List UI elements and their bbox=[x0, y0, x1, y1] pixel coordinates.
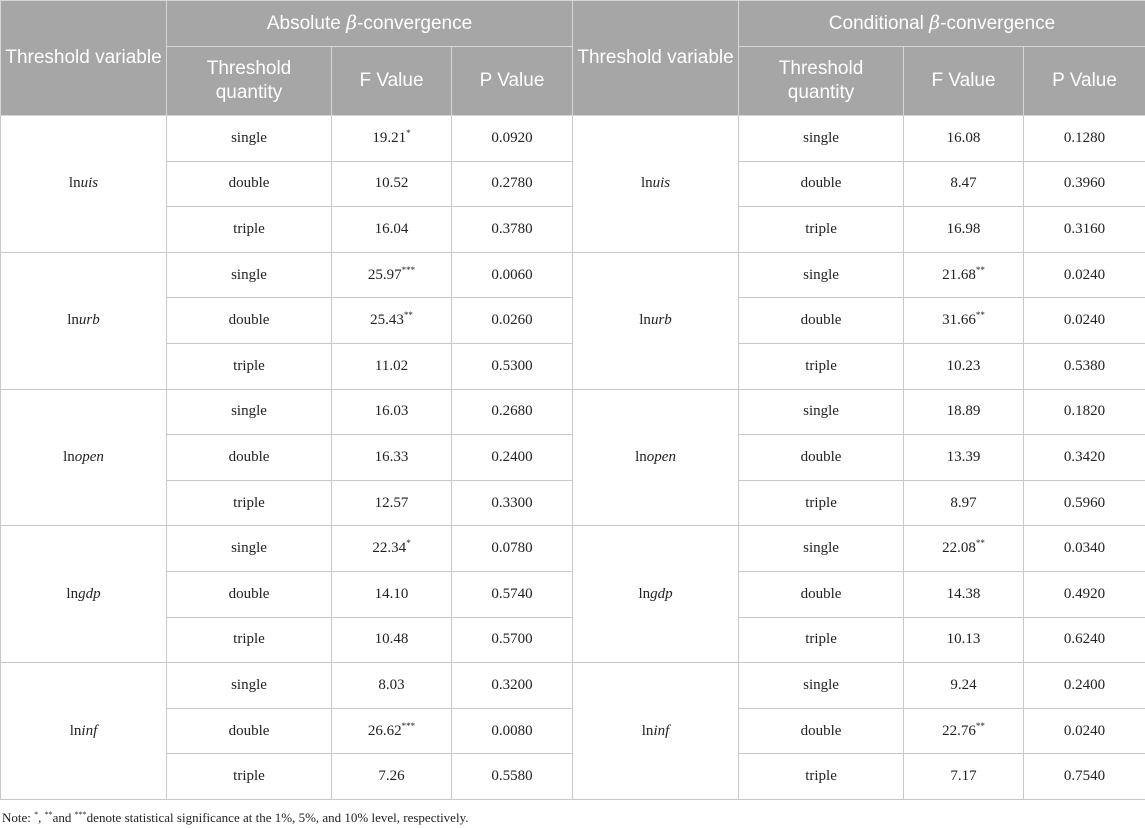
conditional-p-value-cell: 0.3960 bbox=[1024, 161, 1145, 207]
f-value-number: 9.24 bbox=[950, 676, 977, 693]
f-value-number: 12.57 bbox=[374, 494, 409, 511]
significance-stars: ** bbox=[975, 538, 985, 549]
threshold-quantity-cell: triple bbox=[167, 207, 332, 253]
table-row bbox=[1, 116, 1145, 162]
absolute-f-value-cell bbox=[332, 480, 452, 526]
threshold-quantity-cell: single bbox=[739, 526, 904, 572]
variable-prefix: ln bbox=[638, 585, 651, 602]
absolute-p-value-cell: 0.0080 bbox=[452, 708, 573, 754]
absolute-p-value-cell: 0.0780 bbox=[452, 526, 573, 572]
threshold-quantity-cell: triple bbox=[167, 480, 332, 526]
note-sep-2: and bbox=[52, 810, 75, 825]
variable-name: uis bbox=[652, 175, 671, 192]
f-value-number: 26.62 bbox=[367, 722, 402, 739]
absolute-p-value-cell: 0.2780 bbox=[452, 161, 573, 207]
note-sep-1: , bbox=[38, 810, 45, 825]
threshold-quantity-cell: single bbox=[167, 116, 332, 162]
threshold-variable-cell bbox=[1, 116, 167, 253]
absolute-suffix: -convergence bbox=[357, 13, 473, 34]
threshold-variable-cell bbox=[573, 663, 739, 800]
absolute-f-value-cell bbox=[332, 663, 452, 709]
variable-prefix: ln bbox=[639, 312, 651, 329]
significance-stars: * bbox=[406, 538, 411, 549]
threshold-quantity-cell: triple bbox=[739, 480, 904, 526]
conditional-f-value-cell bbox=[904, 116, 1024, 162]
variable-prefix: ln bbox=[67, 312, 79, 329]
absolute-f-value-cell bbox=[332, 754, 452, 800]
threshold-variable-cell bbox=[1, 252, 167, 389]
significance-stars: ** bbox=[403, 310, 413, 321]
threshold-variable-cell bbox=[573, 389, 739, 526]
threshold-quantity-cell: triple bbox=[167, 754, 332, 800]
absolute-f-value-cell bbox=[332, 526, 452, 572]
f-value-number: 10.48 bbox=[374, 631, 409, 648]
absolute-f-value-cell bbox=[332, 343, 452, 389]
conditional-p-value-cell: 0.0240 bbox=[1024, 252, 1145, 298]
conditional-f-value-cell bbox=[904, 343, 1024, 389]
table-row bbox=[1, 252, 1145, 298]
absolute-p-value-cell: 0.5300 bbox=[452, 343, 573, 389]
absolute-p-value-cell: 0.3780 bbox=[452, 207, 573, 253]
significance-stars: ** bbox=[975, 310, 985, 321]
f-value-number: 7.26 bbox=[378, 768, 405, 785]
header-conditional-convergence bbox=[739, 1, 1145, 47]
f-value-number: 22.34 bbox=[372, 540, 407, 557]
threshold-quantity-cell: double bbox=[739, 435, 904, 481]
threshold-quantity-cell: double bbox=[167, 298, 332, 344]
threshold-quantity-cell: single bbox=[739, 389, 904, 435]
beta-symbol: β bbox=[929, 12, 941, 34]
conditional-f-value-cell bbox=[904, 526, 1024, 572]
conditional-p-value-cell: 0.2400 bbox=[1024, 663, 1145, 709]
header-p-value: P Value bbox=[452, 47, 573, 116]
threshold-quantity-cell: single bbox=[739, 663, 904, 709]
f-value-number: 18.89 bbox=[946, 403, 981, 420]
table-row bbox=[1, 526, 1145, 572]
conditional-p-value-cell: 0.4920 bbox=[1024, 571, 1145, 617]
absolute-p-value-cell: 0.5740 bbox=[452, 571, 573, 617]
conditional-f-value-cell bbox=[904, 754, 1024, 800]
threshold-quantity-cell: single bbox=[739, 252, 904, 298]
conditional-f-value-cell bbox=[904, 435, 1024, 481]
f-value-number: 21.68 bbox=[942, 266, 976, 283]
threshold-quantity-cell: double bbox=[167, 708, 332, 754]
variable-name: gdp bbox=[650, 585, 673, 602]
conditional-suffix: -convergence bbox=[940, 13, 1056, 34]
absolute-f-value-cell bbox=[332, 207, 452, 253]
conditional-f-value-cell bbox=[904, 252, 1024, 298]
f-value-number: 25.43 bbox=[370, 312, 404, 329]
variable-name: open bbox=[74, 448, 104, 465]
absolute-f-value-cell bbox=[332, 708, 452, 754]
f-value-number: 14.38 bbox=[946, 585, 981, 602]
threshold-quantity-cell: triple bbox=[739, 207, 904, 253]
conditional-f-value-cell bbox=[904, 480, 1024, 526]
variable-name: urb bbox=[650, 312, 672, 329]
absolute-p-value-cell: 0.0920 bbox=[452, 116, 573, 162]
f-value-number: 16.04 bbox=[374, 220, 409, 237]
conditional-f-value-cell bbox=[904, 161, 1024, 207]
header-threshold-variable-right: Threshold variable bbox=[573, 1, 739, 116]
variable-name: uis bbox=[80, 175, 99, 192]
f-value-number: 8.03 bbox=[378, 676, 405, 693]
conditional-p-value-cell: 0.3160 bbox=[1024, 207, 1145, 253]
f-value-number: 10.23 bbox=[946, 357, 981, 374]
f-value-number: 31.66 bbox=[942, 312, 976, 329]
threshold-quantity-cell: triple bbox=[167, 343, 332, 389]
f-value-number: 14.10 bbox=[374, 585, 409, 602]
f-value-number: 19.21 bbox=[372, 129, 407, 146]
absolute-f-value-cell bbox=[332, 116, 452, 162]
threshold-quantity-cell: double bbox=[739, 708, 904, 754]
threshold-quantity-cell: single bbox=[739, 116, 904, 162]
significance-stars: ** bbox=[975, 264, 985, 275]
absolute-f-value-cell bbox=[332, 571, 452, 617]
threshold-variable-cell bbox=[573, 252, 739, 389]
threshold-quantity-cell: single bbox=[167, 252, 332, 298]
conditional-p-value-cell: 0.3420 bbox=[1024, 435, 1145, 481]
f-value-number: 11.02 bbox=[374, 357, 409, 374]
f-value-number: 25.97 bbox=[367, 266, 402, 283]
threshold-quantity-cell: double bbox=[167, 161, 332, 207]
variable-name: inf bbox=[81, 722, 98, 739]
f-value-number: 22.76 bbox=[942, 722, 976, 739]
conditional-p-value-cell: 0.0340 bbox=[1024, 526, 1145, 572]
threshold-quantity-cell: double bbox=[167, 435, 332, 481]
threshold-quantity-cell: double bbox=[739, 571, 904, 617]
variable-prefix: ln bbox=[66, 585, 79, 602]
conditional-f-value-cell bbox=[904, 571, 1024, 617]
absolute-p-value-cell: 0.5700 bbox=[452, 617, 573, 663]
absolute-f-value-cell bbox=[332, 389, 452, 435]
absolute-f-value-cell bbox=[332, 252, 452, 298]
absolute-p-value-cell: 0.0260 bbox=[452, 298, 573, 344]
conditional-f-value-cell bbox=[904, 617, 1024, 663]
conditional-f-value-cell bbox=[904, 663, 1024, 709]
threshold-quantity-cell: double bbox=[167, 571, 332, 617]
f-value-number: 16.08 bbox=[946, 129, 981, 146]
threshold-quantity-cell: triple bbox=[167, 617, 332, 663]
f-value-number: 10.13 bbox=[946, 631, 981, 648]
conditional-p-value-cell: 0.1280 bbox=[1024, 116, 1145, 162]
variable-prefix: ln bbox=[635, 448, 647, 465]
variable-prefix: ln bbox=[640, 175, 653, 192]
absolute-f-value-cell bbox=[332, 161, 452, 207]
significance-stars: * bbox=[406, 127, 411, 138]
header-p-value: P Value bbox=[1024, 47, 1145, 116]
absolute-p-value-cell: 0.3300 bbox=[452, 480, 573, 526]
conditional-p-value-cell: 0.1820 bbox=[1024, 389, 1145, 435]
conditional-p-value-cell: 0.5380 bbox=[1024, 343, 1145, 389]
significance-stars: ** bbox=[975, 720, 985, 731]
variable-prefix: ln bbox=[68, 175, 81, 192]
f-value-number: 16.03 bbox=[374, 403, 409, 420]
significance-stars: *** bbox=[401, 720, 416, 731]
f-value-number: 8.97 bbox=[950, 494, 977, 511]
absolute-f-value-cell bbox=[332, 617, 452, 663]
conditional-f-value-cell bbox=[904, 708, 1024, 754]
absolute-p-value-cell: 0.3200 bbox=[452, 663, 573, 709]
conditional-p-value-cell: 0.6240 bbox=[1024, 617, 1145, 663]
table-row bbox=[1, 663, 1145, 709]
absolute-p-value-cell: 0.2400 bbox=[452, 435, 573, 481]
significance-stars: *** bbox=[401, 264, 416, 275]
conditional-f-value-cell bbox=[904, 207, 1024, 253]
header-f-value: F Value bbox=[904, 47, 1024, 116]
threshold-variable-cell bbox=[1, 663, 167, 800]
threshold-variable-cell bbox=[573, 526, 739, 663]
f-value-number: 22.08 bbox=[942, 540, 976, 557]
f-value-number: 8.47 bbox=[950, 175, 977, 192]
absolute-f-value-cell bbox=[332, 298, 452, 344]
header-threshold-variable-left: Threshold variable bbox=[1, 1, 167, 116]
note-star-3: *** bbox=[74, 810, 87, 819]
conditional-p-value-cell: 0.5960 bbox=[1024, 480, 1145, 526]
conditional-f-value-cell bbox=[904, 298, 1024, 344]
variable-prefix: ln bbox=[641, 722, 654, 739]
threshold-quantity-cell: single bbox=[167, 663, 332, 709]
threshold-quantity-cell: double bbox=[739, 298, 904, 344]
threshold-quantity-cell: single bbox=[167, 389, 332, 435]
header-f-value: F Value bbox=[332, 47, 452, 116]
absolute-p-value-cell: 0.5580 bbox=[452, 754, 573, 800]
threshold-variable-cell bbox=[1, 389, 167, 526]
header-row-top bbox=[1, 1, 1145, 47]
variable-name: urb bbox=[78, 312, 100, 329]
f-value-number: 10.52 bbox=[374, 175, 409, 192]
threshold-quantity-cell: double bbox=[739, 161, 904, 207]
note-prefix: Note: bbox=[2, 810, 35, 825]
conditional-p-value-cell: 0.7540 bbox=[1024, 754, 1145, 800]
variable-name: open bbox=[646, 448, 676, 465]
absolute-p-value-cell: 0.0060 bbox=[452, 252, 573, 298]
threshold-quantity-cell: triple bbox=[739, 754, 904, 800]
variable-name: inf bbox=[653, 722, 670, 739]
table-body bbox=[1, 116, 1145, 800]
variable-prefix: ln bbox=[63, 448, 75, 465]
table-row bbox=[1, 389, 1145, 435]
f-value-number: 16.33 bbox=[374, 448, 409, 465]
absolute-p-value-cell: 0.2680 bbox=[452, 389, 573, 435]
threshold-quantity-cell: single bbox=[167, 526, 332, 572]
header-threshold-quantity: Threshold quantity bbox=[167, 47, 332, 116]
conditional-prefix: Conditional bbox=[828, 13, 930, 34]
note-star-1: * bbox=[34, 810, 39, 819]
variable-prefix: ln bbox=[69, 722, 82, 739]
f-value-number: 7.17 bbox=[950, 768, 977, 785]
note-text: denote statistical significance at the 1%, 5%, and 10% level, respectively. bbox=[86, 810, 469, 825]
f-value-number: 16.98 bbox=[946, 220, 981, 237]
absolute-f-value-cell bbox=[332, 435, 452, 481]
header-absolute-convergence bbox=[167, 1, 573, 47]
conditional-p-value-cell: 0.0240 bbox=[1024, 708, 1145, 754]
table-note bbox=[2, 810, 468, 826]
conditional-f-value-cell bbox=[904, 389, 1024, 435]
conditional-p-value-cell: 0.0240 bbox=[1024, 298, 1145, 344]
absolute-prefix: Absolute bbox=[266, 13, 347, 34]
header-threshold-quantity: Threshold quantity bbox=[739, 47, 904, 116]
threshold-quantity-cell: triple bbox=[739, 617, 904, 663]
note-star-2: ** bbox=[44, 810, 53, 819]
threshold-variable-cell bbox=[1, 526, 167, 663]
variable-name: gdp bbox=[78, 585, 101, 602]
threshold-quantity-cell: triple bbox=[739, 343, 904, 389]
threshold-variable-cell bbox=[573, 116, 739, 253]
f-value-number: 13.39 bbox=[946, 448, 981, 465]
beta-symbol: β bbox=[346, 12, 358, 34]
